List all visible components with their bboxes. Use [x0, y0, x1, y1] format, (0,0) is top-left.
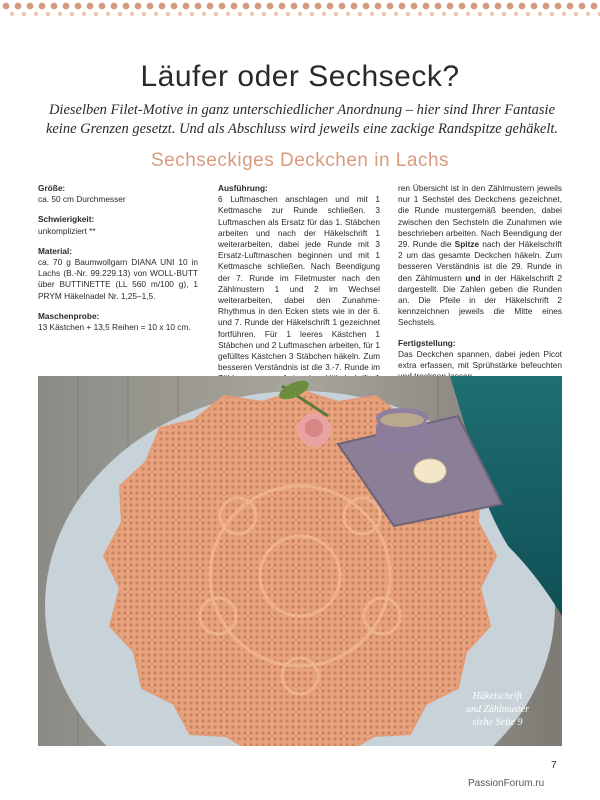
border-dot — [322, 12, 326, 16]
border-dot — [39, 3, 46, 10]
border-dot — [202, 12, 206, 16]
border-dot — [567, 3, 574, 10]
border-dot — [279, 3, 286, 10]
border-dot — [591, 3, 598, 10]
border-dot — [310, 12, 314, 16]
border-dot — [87, 3, 94, 10]
border-dot — [399, 3, 406, 10]
border-dot — [46, 12, 50, 16]
border-dot — [531, 3, 538, 10]
border-dot — [435, 3, 442, 10]
border-dot — [183, 3, 190, 10]
detail-heading: Material: — [38, 245, 73, 256]
border-dot — [262, 12, 266, 16]
border-dot — [231, 3, 238, 10]
instructions-text: ren Übersicht ist in den Zählmustern jeweils nur 1 Sechstel des Deckchens gezeichnet, die Runde mustergemäß beenden, dabei zwischen den Sechsteln die Zunahmen wie beschrieben arbeiten. Nach Beendigung der 29. Runde die — [398, 183, 562, 250]
detail-size — [38, 183, 198, 205]
border-dot — [423, 3, 430, 10]
border-dot — [442, 12, 446, 16]
detail-text: ca. 70 g Baumwollgarn DIANA UNI 10 in Lachs (B.-Nr. 99.229.13) von WOLL-BUTT über BUTTINETTE (LL 560 m/100 g), 1 PRYM Häkelnadel Nr. 1,25–1,5. — [38, 257, 198, 301]
border-dot — [394, 12, 398, 16]
border-dot — [214, 12, 218, 16]
caption-line: Häkelschrift — [472, 691, 523, 702]
border-dot — [387, 3, 394, 10]
border-dot — [166, 12, 170, 16]
border-dot — [75, 3, 82, 10]
border-dot — [363, 3, 370, 10]
border-dot — [358, 12, 362, 16]
border-dot — [159, 3, 166, 10]
border-dot — [315, 3, 322, 10]
decorative-dot-border — [0, 2, 600, 32]
border-dot — [15, 3, 22, 10]
border-dot — [298, 12, 302, 16]
border-dot — [147, 3, 154, 10]
border-dot — [63, 3, 70, 10]
border-dot — [135, 3, 142, 10]
border-dot — [58, 12, 62, 16]
border-dot — [507, 3, 514, 10]
border-dot — [430, 12, 434, 16]
detail-heading: Größe: — [38, 183, 66, 193]
border-dot — [411, 3, 418, 10]
border-dot — [454, 12, 458, 16]
border-dot — [130, 12, 134, 16]
section-subtitle: Sechseckiges Deckchen in Lachs — [150, 150, 450, 171]
instructions-continued-column — [398, 183, 562, 391]
border-dot — [471, 3, 478, 10]
detail-gauge — [38, 311, 198, 333]
border-dot — [555, 3, 562, 10]
photo-credit: Entwurf: K. Ettl — [22, 659, 31, 712]
border-dot — [495, 3, 502, 10]
detail-text: ca. 50 cm Durchmesser — [38, 194, 126, 205]
border-dot — [339, 3, 346, 10]
border-dot — [111, 3, 118, 10]
border-dot — [99, 3, 106, 10]
border-dot — [10, 12, 14, 16]
page-number: 7 — [551, 760, 557, 771]
border-dot — [574, 12, 578, 16]
border-dot — [351, 3, 358, 10]
border-dot — [27, 3, 34, 10]
border-dot — [238, 12, 242, 16]
rose-center — [305, 419, 323, 437]
border-dot — [255, 3, 262, 10]
border-dot — [327, 3, 334, 10]
photo-caption — [440, 690, 555, 729]
border-dot — [226, 12, 230, 16]
border-dot — [406, 12, 410, 16]
border-dot — [178, 12, 182, 16]
border-dot — [118, 12, 122, 16]
instructions-text: 6 Luftmaschen anschlagen und mit 1 Kettmasche zur Runde schließen. 3 Luftmaschen als Ersatz für das 1. Stäbchen arbeiten und nach der Häkelschrift 1 weiterarbeiten, dabei jede Runde mit 3 Ersatz-Luftmaschen beginnen und mit 1 Kettmasche schließen. Nach Beendigung der 7. Runde im Filetmuster nach den Zählmustern 1 und 2 im Wechsel weiterarbeiten, dabei den Zunahme-Rhythmus in den Ecken stets wie in der 6. und 7. Runde der Häkelschrift 1 gezeichnet fortführen. Für 1 leeres Kästchen 1 Stäbchen und 2 Luftmaschen arbeiten, für 1 gefülltes Kästchen 3 Stäbchen häkeln. Zum besseren Verständnis ist die 3.-7. Runde im — [218, 194, 380, 373]
instructions-heading: Ausführung: — [218, 183, 268, 193]
details-column — [38, 183, 198, 342]
detail-difficulty — [38, 214, 198, 236]
border-dot — [382, 12, 386, 16]
border-dot — [207, 3, 214, 10]
border-dot — [526, 12, 530, 16]
border-dot — [466, 12, 470, 16]
coffee — [380, 413, 424, 427]
detail-heading: Schwierigkeit: — [38, 214, 95, 225]
border-dot — [70, 12, 74, 16]
border-dot — [274, 12, 278, 16]
border-dot — [243, 3, 250, 10]
border-dot — [375, 3, 382, 10]
border-dot — [291, 3, 298, 10]
border-dot — [142, 12, 146, 16]
border-dot — [286, 12, 290, 16]
watermark: PassionForum.ru — [468, 778, 545, 789]
border-dot — [514, 12, 518, 16]
border-dot — [22, 12, 26, 16]
instructions-text: nach der Häkelschrift 2 um das gesamte Deckchen häkeln. Zum besseren Verständnis ist die 29. Runde in den Zählmustern — [398, 239, 563, 283]
border-dot — [550, 12, 554, 16]
page-title: Läufer oder Sechseck? — [140, 60, 460, 93]
detail-text: unkompliziert ** — [38, 225, 96, 236]
border-dot — [3, 3, 10, 10]
border-dot — [82, 12, 86, 16]
border-dot — [447, 3, 454, 10]
border-dot — [250, 12, 254, 16]
border-dot — [334, 12, 338, 16]
border-dot — [562, 12, 566, 16]
instructions-bold: Spitze — [454, 239, 480, 250]
border-dot — [34, 12, 38, 16]
border-dot — [543, 3, 550, 10]
detail-text: 13 Kästchen + 13,5 Reihen = 10 x 10 cm. — [38, 322, 191, 333]
border-dot — [123, 3, 130, 10]
caption-line: siehe Seite 9 — [472, 717, 523, 728]
border-dot — [219, 3, 226, 10]
biscuit — [414, 459, 446, 483]
detail-material — [38, 246, 198, 302]
border-dot — [190, 12, 194, 16]
caption-line: und Zählmuster — [465, 704, 530, 715]
border-dot — [154, 12, 158, 16]
instructions-column — [218, 183, 380, 396]
border-dot — [502, 12, 506, 16]
finishing-heading: Fertigstellung: — [398, 337, 456, 348]
instructions-text: in der Häkelschrift 2 dargestellt. Die Zahlen geben die Runden an. Die Pfeile in der Häkelschrift 2 kennzeichnen jeweils die Mitte eines Sechstels. — [398, 272, 562, 328]
border-dot — [94, 12, 98, 16]
border-dot — [303, 3, 310, 10]
detail-heading: Maschenprobe: — [38, 310, 100, 321]
border-dot — [483, 3, 490, 10]
border-dot — [490, 12, 494, 16]
border-dot — [478, 12, 482, 16]
border-dot — [459, 3, 466, 10]
border-dot — [586, 12, 590, 16]
instructions-bold: und — [465, 272, 481, 283]
intro-text: Dieselben Filet-Motive in ganz unterschiedlicher Anordnung – hier sind Ihrer Fantasie keine Grenzen gesetzt. Und als Abschluss wird jeweils eine zackige Randspitze gehäkelt. — [45, 102, 559, 137]
border-dot — [579, 3, 586, 10]
border-dot — [267, 3, 274, 10]
finishing-text: Das Deckchen spannen, dabei jeden Picot extra erfassen, mit Sprühstärke befeuchten — [398, 348, 562, 371]
border-dot — [538, 12, 542, 16]
border-dot — [346, 12, 350, 16]
border-dot — [418, 12, 422, 16]
instructions-continued — [398, 183, 562, 329]
border-dot — [195, 3, 202, 10]
border-dot — [519, 3, 526, 10]
border-dot — [51, 3, 58, 10]
border-dot — [171, 3, 178, 10]
border-dot — [106, 12, 110, 16]
border-dot — [370, 12, 374, 16]
